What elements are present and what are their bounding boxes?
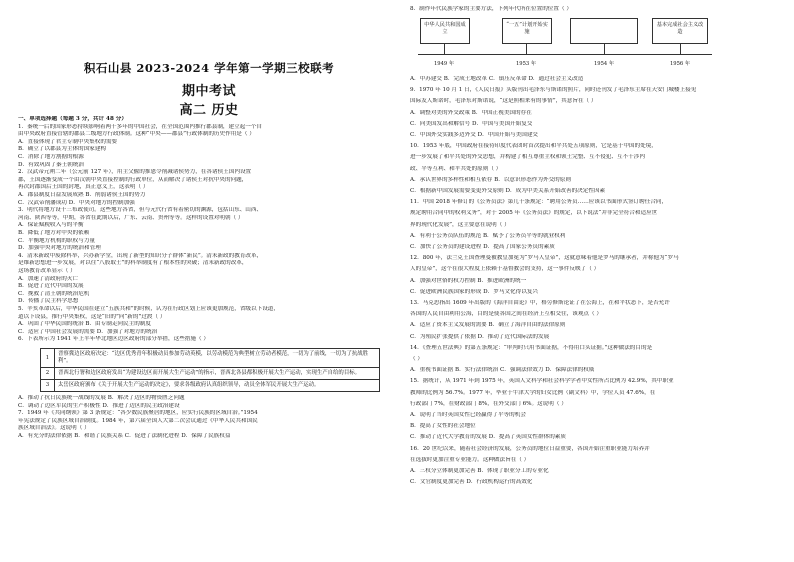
text-line: C．为殖民扩张提供了依据 D．推动了近代国际法的发展 (410, 333, 550, 340)
table-row (41, 349, 380, 368)
text-line: C．挽救了清王朝的统治危机 (18, 290, 90, 297)
text-line: 一、单项选择题（每题 3 分，共计 48 分） (18, 116, 127, 122)
text-line: 4．清末新政中废除科举，兴办新学堂，出现了新型的知识分子群体“新民”。清末新政的教育改革， (18, 252, 263, 259)
text-line: 是维新思想进一步发展，对以往“八股取士”的科举制度有了根本性的突破；清末新政的改革， (18, 260, 248, 267)
text-line: 由中央政府直接管辖的郡县二级地方行政体制。这种“中央——郡县”行政体制的历史作用是（ ） (18, 131, 255, 138)
table-row-text: 晋察冀边区政府决定：“边区优秀青年积极动员参加劳动英模，以劳动模范为典型树立劳动者模范，一切为了前线，一切为了抗战胜利”。 (55, 349, 380, 368)
text-line: C．文官制度更加完善 D．行政机构运行的高效化 (410, 479, 533, 486)
text-line: 河南、陕西等等，中期，各省在此期以后，广东、云南、贵州等等。这样的设置对明朝（ ） (18, 214, 244, 221)
text-line: A．直接体现了君主专制中央集权的需要 (18, 138, 118, 145)
timeline-year: 1953 年 (516, 61, 537, 67)
timeline-box-4: 基本完成社会主义改造 (652, 18, 708, 44)
text-line: 年宪法规定了民族区域自治制度。1984 年，第六届全国人大第二次会议通过《中华人民共和国民 (18, 417, 258, 424)
text-line: C．向美国发出和解信号 D．中国与美国开始复交 (410, 120, 533, 127)
text-line: B．确立了以郡县为主体的国家建构 (18, 146, 107, 153)
policy-table (40, 348, 380, 392)
timeline-connector (604, 44, 605, 54)
text-line: 在选拔时更加注重专业能力。这种做法旨在（ ） (410, 456, 530, 463)
timeline-year: 1954 年 (594, 61, 615, 67)
text-line: A．重视书面证据 B．实行法律统治 C．强调法律效力 D．保障法律的权威 (410, 367, 595, 374)
text-line: C．中国外交实践多边外交 D．中国开始与美国建交 (410, 132, 539, 138)
table-row-text: 晋西北行署和边区政府发出“为建设边区而开展大生产运动”的指示，晋西北各县都积极开展大生产运动，实现生产自给的目标。 (55, 368, 380, 380)
text-line: C．调动了边区军民的生产积极性 D．推进了边区的民主政治建设 (18, 402, 180, 409)
text-line: C．适应了中国社会发展的需要 D．加强了对地方的统治 (18, 328, 158, 335)
text-line: A．加速了清政府的灭亡 (18, 275, 78, 282)
text-line: 道以下设县，推行中央集权，这是“旧的”向“新的”过渡（ ） (18, 313, 166, 320)
timeline-connector (680, 44, 681, 54)
exam-title: 积石山县 2023-2024 学年第一学期三校联考 (83, 61, 335, 75)
text-line: 郡，王国逐渐变成一个由汉朝中央直接控制的行政单位，从而解决了诸侯王对抗中央的问题， (18, 176, 248, 183)
text-line: 界的现代化发展”，这主要意在说明（ ） (410, 221, 510, 228)
text-line: A．调整对美的外交政策 B．中国正视美国的存在 (410, 109, 532, 116)
text-line: A．有利于公务员队伍的规范 B．赋予了公务员平等的就业权利 (410, 232, 566, 239)
timeline-year: 1949 年 (434, 61, 455, 67)
text-line: C．汉武帝削藩成功 D．中央对地方的控制加强 (18, 199, 135, 206)
table-row-number: 1 (41, 349, 55, 368)
text-line: 1．秦统一后的国家形态持续影响着两千多年的中国社会，在全国范围内推行郡县制，建立起一个自 (18, 123, 263, 130)
history-timeline (410, 16, 782, 72)
table-row (41, 380, 380, 392)
text-line: A．承认世界的多样性和相互依存 B．以意识形态作为外交的原则 (410, 176, 571, 183)
text-line: 5．辛亥革命以后，中华民国在建立“五族共和”的时候，认为在行政区划上应该更加规范，省级以下设道， (18, 306, 279, 312)
text-line: 国际友人斯诺时，毛泽东对斯诺说，“这是照相来有的事情”，其意旨在（ ） (410, 98, 597, 105)
text-line: 教师的比例为 56.7%。1977 年，毕业于牛津大学的妇女比例（副文科）中，学位人员 47.6%，在 (410, 389, 656, 396)
text-line: 15．据统计，从 1971 年到 1975 年，英国人文科学和社会科学学者中女性所占比例为 42.9%，其中职业 (410, 378, 674, 385)
text-line: 再次封郡国后王国的封地，真正意义上，这表明（ ） (18, 184, 149, 191)
text-line: 政、平等互利、和平共处的原则（ ） (410, 165, 502, 172)
text-line: 这场教育改革显示（ ） (18, 268, 76, 274)
text-line: 进一步发展了和平共处的外交思想，并构建了相互尊重主权和领土完整、互不侵犯、互不干涉内 (410, 154, 645, 161)
table-row-number: 3 (41, 380, 55, 392)
text-line: 行政部门 7%，在财政部门 8%，在外交部门 6%。这说明（ ） (410, 400, 567, 407)
text-line: A．保证赋税收入与的平衡 (18, 222, 84, 229)
timeline-connector (526, 44, 527, 54)
text-line: A．说明了当时英国女性已经赢得了平等的机会 (410, 412, 526, 418)
text-line: 16．20 世纪以来，随着社会经济的发展，公务员的地位日益重要，各国开始注重职业能力培养并 (410, 445, 650, 452)
timeline-year: 1956 年 (670, 61, 691, 67)
text-line: 10．1953 年底，中国政府在接待印度代表团时首次提出和平共处五项原则，它是基于中国的处境， (410, 143, 657, 150)
text-line: 规定聘用合同中的权利义务”，对于 2005 年《公务员法》的规定，以下说法“并非完全符合和适应世 (410, 210, 658, 217)
text-line: A．三权分立体制更加完善 B．体现了职业分工的专业化 (410, 468, 549, 474)
text-line: 9．1970 年 10 月 1 日，《人民日报》头版刊出毛泽东与斯诺的照片，同时还刊发了毛泽东主席在天安门城楼上接见 (410, 87, 697, 94)
text-line: B．提高了女性的社会地位 (410, 423, 476, 430)
text-line: A．有充分的法律依据 B．和谐了民族关系 C．促进了法制化进程 D．保障了民族权益 (18, 433, 231, 439)
text-line: A．巩固了中华民国的统治 B．由专制走向民主的制度 (18, 321, 151, 328)
text-line: C．加快了公务员的建设进程 D．提高了国家公务员的素质 (410, 244, 555, 250)
text-line: 族区域自治法》。这说明（ ） (18, 425, 90, 432)
timeline-connector (444, 44, 445, 54)
text-line: A．加强对世俗的权力控制 B．推进欧洲的统一 (410, 277, 527, 284)
text-line: 7．1949 年《共同纲领》第 3 条规定：“各少数民族聚居的地区，应实行民族的区域自治。”1954 (18, 410, 258, 417)
text-line: A．郡县制度日益发展成熟 B．削弱诸侯王国的势力 (18, 192, 146, 198)
text-line: 人的皇帝”，这个在很大程度上依赖于基督教会的支持，这一事件反映了（ ） (410, 266, 600, 273)
text-line: B．降低了地方对中央的依赖 (18, 230, 90, 236)
table-row-text: 太岳区政府颁布《关于开展大生产运动的决定》，要求各级政府认真组织领导，动员全体军民开展大生产运动。 (55, 380, 380, 392)
text-line: A．推动了抗日民族统一战线的发展 B．解决了边区的物资匮乏问题 (18, 395, 185, 401)
text-line: 2．汉武帝元朔二年（公元前 127 年），用主父偃的推恩令削减诸侯势力，在各诸侯王国内设置 (18, 169, 252, 176)
text-line: A．中苏建交 B．完成土地改革 C．镇压反革命 D．通过社会主义改造 (410, 76, 584, 82)
text-line: A．适应了资本主义发展的需要 B．确立了海洋自由的法律原则 (410, 322, 566, 329)
text-line: C．推动了近代大学教育的发展 D．提高了英国女性群体的素质 (410, 434, 566, 441)
text-line: C．消除了地方割据的根源 (18, 154, 84, 160)
timeline-box-3 (570, 18, 638, 44)
exam-subtitle: 期中考试 (181, 84, 236, 99)
text-line: D．加强中央对地方的统治和管理 (18, 245, 101, 252)
text-line: B．促进了近代中国的发展 (18, 283, 84, 290)
text-line: 各国的人民自由利用公海，目的是使各国之间在经济上互相交往，该观点（ ） (410, 311, 602, 318)
timeline-box-2: “一五”计划开始实施 (502, 18, 552, 44)
text-line: C．根据新中国发展需要变更外交原则 D．成为中美关系开始改善的决定性因素 (410, 188, 606, 194)
text-line: D．传播了民主科学思想 (18, 298, 79, 305)
table-row-number: 2 (41, 368, 55, 380)
text-line: D．有效巩固了秦王朝统治 (18, 161, 85, 168)
text-line: 14．《查理五世法典》的第五条规定：“审判时只用书面证据，不得用口头证据。”这种做法的目的是 (410, 344, 653, 351)
text-line: 6．下表所示为 1941 年上半年华北地区边区政府的部分举措，这些措施（ ） (18, 336, 209, 343)
text-line: （ ） (410, 356, 423, 362)
exam-grade-subject: 高二 历史 (179, 103, 239, 118)
timeline-axis (418, 54, 712, 55)
table-row (41, 368, 380, 380)
timeline-box-1: 中华人民共和国成立 (420, 18, 470, 44)
text-line: C．平衡地方机构的职权与力量 (18, 237, 95, 244)
text-line: 3．明代将地方设十三布政使司。这些地方各省，但与元代行省有着密切的渊源，包括山东、山西、 (18, 207, 263, 214)
text-line: 12．800 年，法兰克王国查理曼被教皇加冕为“罗马人皇帝”，这就意味着他是罗马的继承者，并称他为“罗马 (410, 255, 679, 262)
text-line: 13．马克思指出 1609 年出版的《海洋自由论》中，格劳修斯论证了在公海上，在和平状态下，是否允许 (410, 300, 670, 306)
text-line: C．促进欧洲民族国家的形成 D．罗马文化得以复兴 (410, 288, 539, 295)
text-line: 11．中国 2018 年修订的《公务员法》第几十条规定：“聘用公务员……应该以书面形式签订聘任合同， (410, 199, 668, 206)
question-8-stem: 8．制作年代民族学家的主要方法，下列年代所在位置的位置（ ） (410, 6, 572, 12)
